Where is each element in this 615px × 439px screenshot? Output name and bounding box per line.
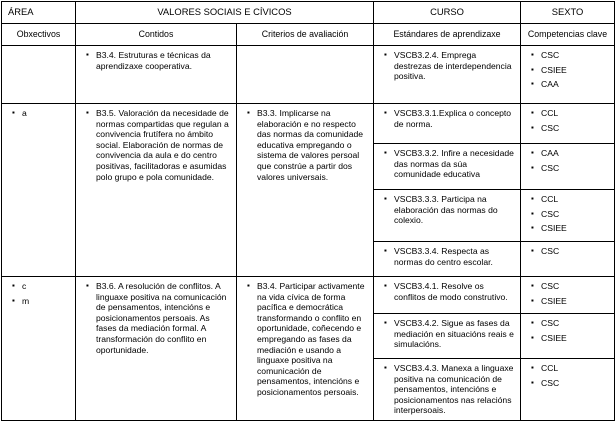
competence-item: ▪ CSC (531, 163, 608, 174)
standard-cell (374, 277, 521, 314)
course-label: CURSO (430, 6, 464, 18)
area-value-cell (76, 2, 374, 24)
column-header-label: Criterios de avaliación (261, 29, 349, 40)
standard-cell (374, 104, 521, 144)
column-header-competences (521, 24, 615, 46)
competences-cell (521, 144, 615, 190)
competence-item: ▪ CSIEE (531, 333, 608, 344)
competence-item: ▪ CCL (531, 194, 608, 205)
content-item: ▪ B3.5. Valoración da necesidade de normas compartidas que regulan a convivencia frutífera no ámbito social. Elaboración de normas de convivencia da aula e do centro positivas, facilitadoras e asumidas polo grupo e pola comunidade. (86, 108, 230, 182)
column-header-objectives (2, 24, 76, 46)
competence-item: ▪ CSIEE (531, 223, 608, 234)
header-row-columns (2, 24, 615, 46)
area-label: ÁREA (8, 6, 34, 18)
column-header-label: Competencias clave (527, 29, 608, 40)
competences-cell (521, 359, 615, 421)
curriculum-table (1, 1, 615, 421)
header-row-area-course (2, 2, 615, 24)
competence-item: ▪ CSC (531, 281, 608, 292)
standard-item: ▪ VSCB3.3.2. Infire a necesidade das normas da súa comunidade educativa (384, 148, 514, 180)
objective-item: ▪ c (12, 281, 69, 292)
competences-cell (521, 277, 615, 314)
competence-item: ▪ CSC (531, 318, 608, 329)
column-header-standards (374, 24, 521, 46)
course-value-cell (521, 2, 615, 24)
objectives-cell (2, 277, 76, 421)
criterion-item: ▪ B3.3. Implicarse na elaboración e no respecto das normas da comunidade educativa empregando o sistema de valores persoal que constrúe a partir dos valores universais. (247, 108, 367, 182)
column-header-label: Estándares de aprendizaxe (393, 29, 501, 40)
competence-item: ▪ CSIEE (531, 296, 608, 307)
content-item: ▪ B3.6. A resolución de conflitos. A linguaxe positiva na comunicación de pensamentos, intencións e posicionamentos persoais. As fases da mediación formal. A transformación do conflito en oportunidade. (86, 281, 230, 355)
competence-item: ▪ CSIEE (531, 65, 608, 76)
table-row (2, 277, 615, 314)
competence-item: ▪ CAA (531, 79, 608, 90)
standard-item: ▪ VSCB3.3.4. Respecta as normas do centro escolar. (384, 246, 514, 267)
competences-cell (521, 314, 615, 359)
criteria-cell (237, 277, 374, 421)
standard-item: ▪ VSCB3.4.1. Resolve os conflitos de modo construtivo. (384, 281, 514, 302)
competences-cell (521, 46, 615, 104)
competence-item: ▪ CSC (531, 378, 608, 389)
standard-cell (374, 144, 521, 190)
standard-item: ▪ VSCB3.4.3. Manexa a linguaxe positiva na comunicación de pensamentos, intencións e posicionamentos nas relacións interpersoais. (384, 363, 514, 416)
column-header-criteria (237, 24, 374, 46)
standard-cell (374, 359, 521, 421)
standard-cell (374, 46, 521, 104)
competence-item: ▪ CSC (531, 209, 608, 220)
course-label-cell (374, 2, 521, 24)
criterion-item: ▪ B3.4. Participar activamente na vida cívica de forma pacífica e democrática transformando o conflito en oportunidade, coñecendo e empregando as fases da mediación e usando a linguaxe positiva na comunicación de pensamentos, intencións e posicionamentos persoais. (247, 281, 367, 398)
competence-item: ▪ CSC (531, 123, 608, 134)
competence-item: ▪ CSC (531, 50, 608, 61)
competence-item: ▪ CSC (531, 246, 608, 257)
contents-cell (76, 277, 237, 421)
standard-item: ▪ VSCB3.4.2. Sigue as fases da mediación en situacións reais e simulacións. (384, 318, 514, 350)
objective-item: ▪ a (12, 108, 69, 119)
criteria-cell (237, 46, 374, 104)
competence-item: ▪ CAA (531, 148, 608, 159)
standard-item: ▪ VSCB3.3.3. Participa na elaboración das normas do colexio. (384, 194, 514, 226)
objectives-cell (2, 104, 76, 277)
content-item: ▪ B3.4. Estruturas e técnicas da aprendizaxe cooperativa. (86, 50, 230, 71)
course-value: SEXTO (551, 6, 584, 18)
column-header-contents (76, 24, 237, 46)
contents-cell (76, 104, 237, 277)
standard-cell (374, 190, 521, 242)
competences-cell (521, 242, 615, 277)
competences-cell (521, 104, 615, 144)
standard-item: ▪ VSCB3.2.4. Emprega destrezas de interdependencia positiva. (384, 50, 514, 82)
criteria-cell (237, 104, 374, 277)
competence-item: ▪ CCL (531, 363, 608, 374)
table-row (2, 104, 615, 144)
objective-item: ▪ m (12, 296, 69, 307)
column-header-label: Contidos (138, 29, 174, 40)
standard-cell (374, 314, 521, 359)
standard-cell (374, 242, 521, 277)
contents-cell (76, 46, 237, 104)
standard-item: ▪ VSCB3.3.1.Explica o concepto de norma. (384, 108, 514, 129)
column-header-label: Obxectivos (16, 29, 61, 40)
area-value: VALORES SOCIAIS E CÍVICOS (157, 6, 292, 18)
table-row (2, 46, 615, 104)
objectives-cell (2, 46, 76, 104)
competence-item: ▪ CCL (531, 108, 608, 119)
area-label-cell (2, 2, 76, 24)
competences-cell (521, 190, 615, 242)
